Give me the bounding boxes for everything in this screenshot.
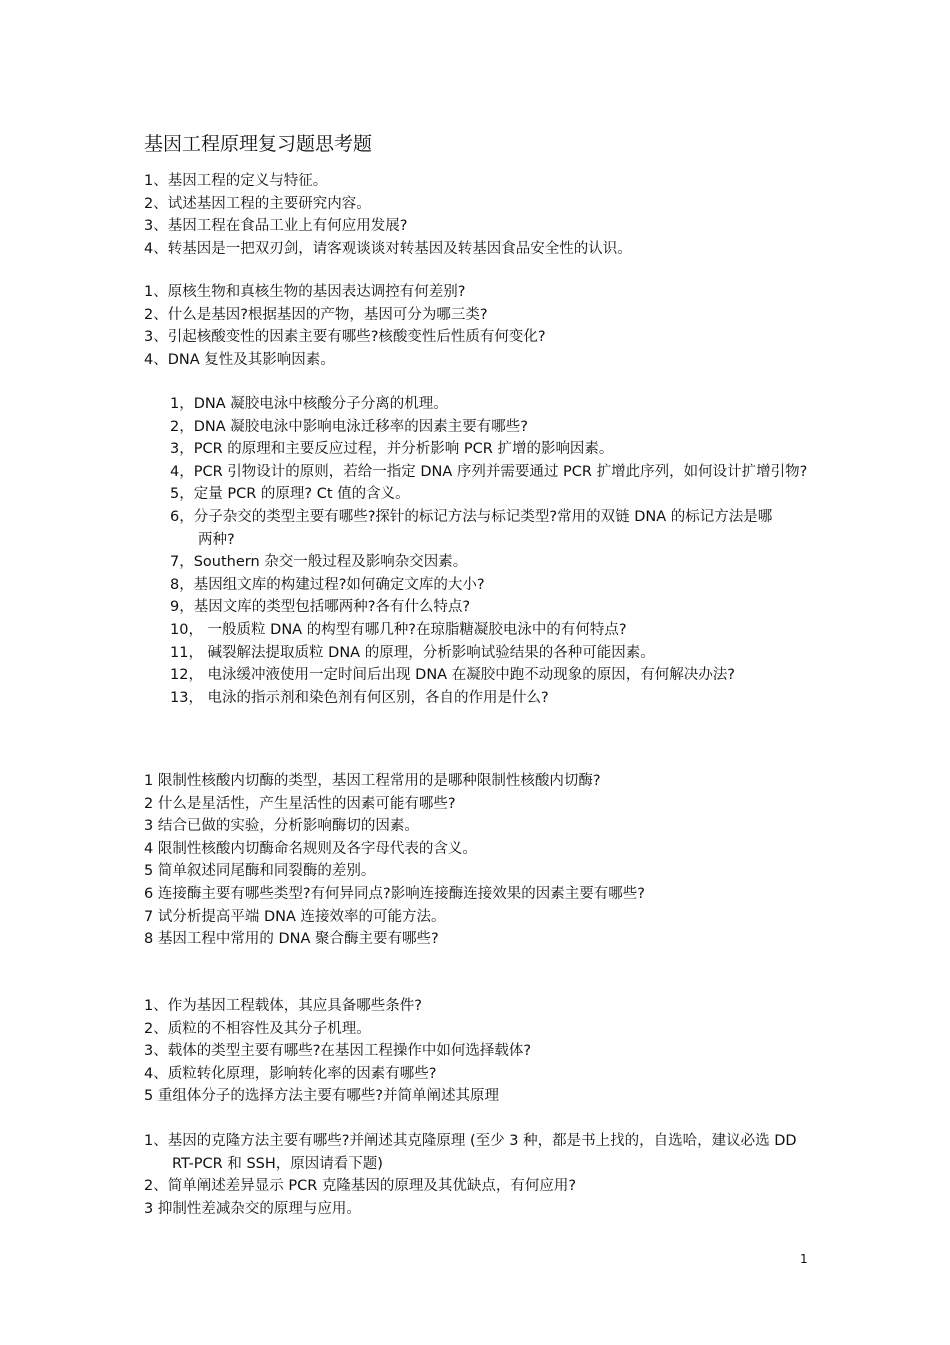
list-item: 3、载体的类型主要有哪些?在基因工程操作中如何选择载体?	[144, 1043, 532, 1060]
list-item: 3 结合已做的实验，分析影响酶切的因素。	[144, 818, 419, 835]
question-group-6	[144, 1130, 809, 1220]
list-item: 13， 电泳的指示剂和染色剂有何区别，各自的作用是什么?	[170, 689, 549, 706]
list-item: 4、质粒转化原理，影响转化率的因素有哪些?	[144, 1065, 437, 1082]
list-item: 5 重组体分子的选择方法主要有哪些?并简单阐述其原理	[144, 1088, 500, 1105]
list-item: 2、试述基因工程的主要研究内容。	[144, 195, 371, 212]
list-item: 5，定量 PCR 的原理? Ct 值的含义。	[170, 486, 410, 503]
list-item: 1、作为基因工程载体，其应具备哪些条件?	[144, 998, 422, 1014]
list-item: 3 抑制性差减杂交的原理与应用。	[144, 1200, 361, 1217]
list-item: 3，PCR 的原理和主要反应过程，并分析影响 PCR 扩增的影响因素。	[170, 441, 614, 458]
list-item: 1、原核生物和真核生物的基因表达调控有何差别?	[144, 284, 466, 300]
list-item: 6 连接酶主要有哪些类型?有何异同点?影响连接酶连接效果的因素主要有哪些?	[144, 885, 645, 902]
question-group-3	[170, 393, 810, 709]
list-item: 9，基因文库的类型包括哪两种?各有什么特点?	[170, 599, 471, 616]
list-item: 12， 电泳缓冲液使用一定时间后出现 DNA 在凝胶中跑不动现象的原因，有何解决办法?	[170, 667, 735, 684]
list-item: 6，分子杂交的类型主要有哪些?探针的标记方法与标记类型?常用的双链 DNA 的标记方法是哪两种?	[170, 508, 773, 548]
list-item: 1、基因工程的定义与特征。	[144, 173, 328, 189]
list-item: 2 什么是星活性，产生星活性的因素可能有哪些?	[144, 795, 456, 812]
list-item: 7，Southern 杂交一般过程及影响杂交因素。	[170, 554, 468, 571]
list-item: 1、基因的克隆方法主要有哪些?并阐述其克隆原理 (至少 3 种，都是书上找的，自选哈，建议必选 DD RT-PCR 和 SSH，原因请看下题)	[144, 1133, 797, 1172]
list-item: 2、质粒的不相容性及其分子机理。	[144, 1020, 371, 1037]
list-item: 1，DNA 凝胶电泳中核酸分子分离的机理。	[170, 396, 448, 412]
list-item: 3、引起核酸变性的因素主要有哪些?核酸变性后性质有何变化?	[144, 329, 546, 346]
list-item: 2、简单阐述差异显示 PCR 克隆基因的原理及其优缺点，有何应用?	[144, 1178, 577, 1195]
list-item: 2、什么是基因?根据基因的产物，基因可分为哪三类?	[144, 306, 488, 323]
list-item: 5 简单叙述同尾酶和同裂酶的差别。	[144, 863, 376, 880]
question-group-2	[144, 281, 824, 371]
question-group-1	[144, 170, 824, 260]
list-item: 11， 碱裂解法提取质粒 DNA 的原理，分析影响试验结果的各种可能因素。	[170, 644, 655, 661]
list-item: 1 限制性核酸内切酶的类型，基因工程常用的是哪种限制性核酸内切酶?	[144, 773, 601, 789]
list-item: 4，PCR 引物设计的原则，若给一指定 DNA 序列并需要通过 PCR 扩增此序列，如何设计扩增引物?	[170, 463, 808, 480]
question-group-4	[144, 770, 754, 951]
list-item: 3、基因工程在食品工业上有何应用发展?	[144, 218, 408, 235]
page-number: 1	[800, 1252, 808, 1266]
list-item: 4 限制性核酸内切酶命名规则及各字母代表的含义。	[144, 840, 477, 857]
question-group-5	[144, 995, 824, 1108]
list-item: 7 试分析提高平端 DNA 连接效率的可能方法。	[144, 908, 446, 925]
list-item: 8 基因工程中常用的 DNA 聚合酶主要有哪些?	[144, 931, 439, 948]
list-item: 4、DNA 复性及其影响因素。	[144, 351, 335, 368]
list-item: 10， 一般质粒 DNA 的构型有哪几种?在琼脂糖凝胶电泳中的有何特点?	[170, 621, 627, 638]
document-title: 基因工程原理复习题思考题	[144, 133, 373, 155]
list-item: 8，基因组文库的构建过程?如何确定文库的大小?	[170, 576, 485, 593]
list-item: 2，DNA 凝胶电泳中影响电泳迁移率的因素主要有哪些?	[170, 418, 528, 435]
list-item: 4、转基因是一把双刃剑，请客观谈谈对转基因及转基因食品安全性的认识。	[144, 240, 632, 257]
